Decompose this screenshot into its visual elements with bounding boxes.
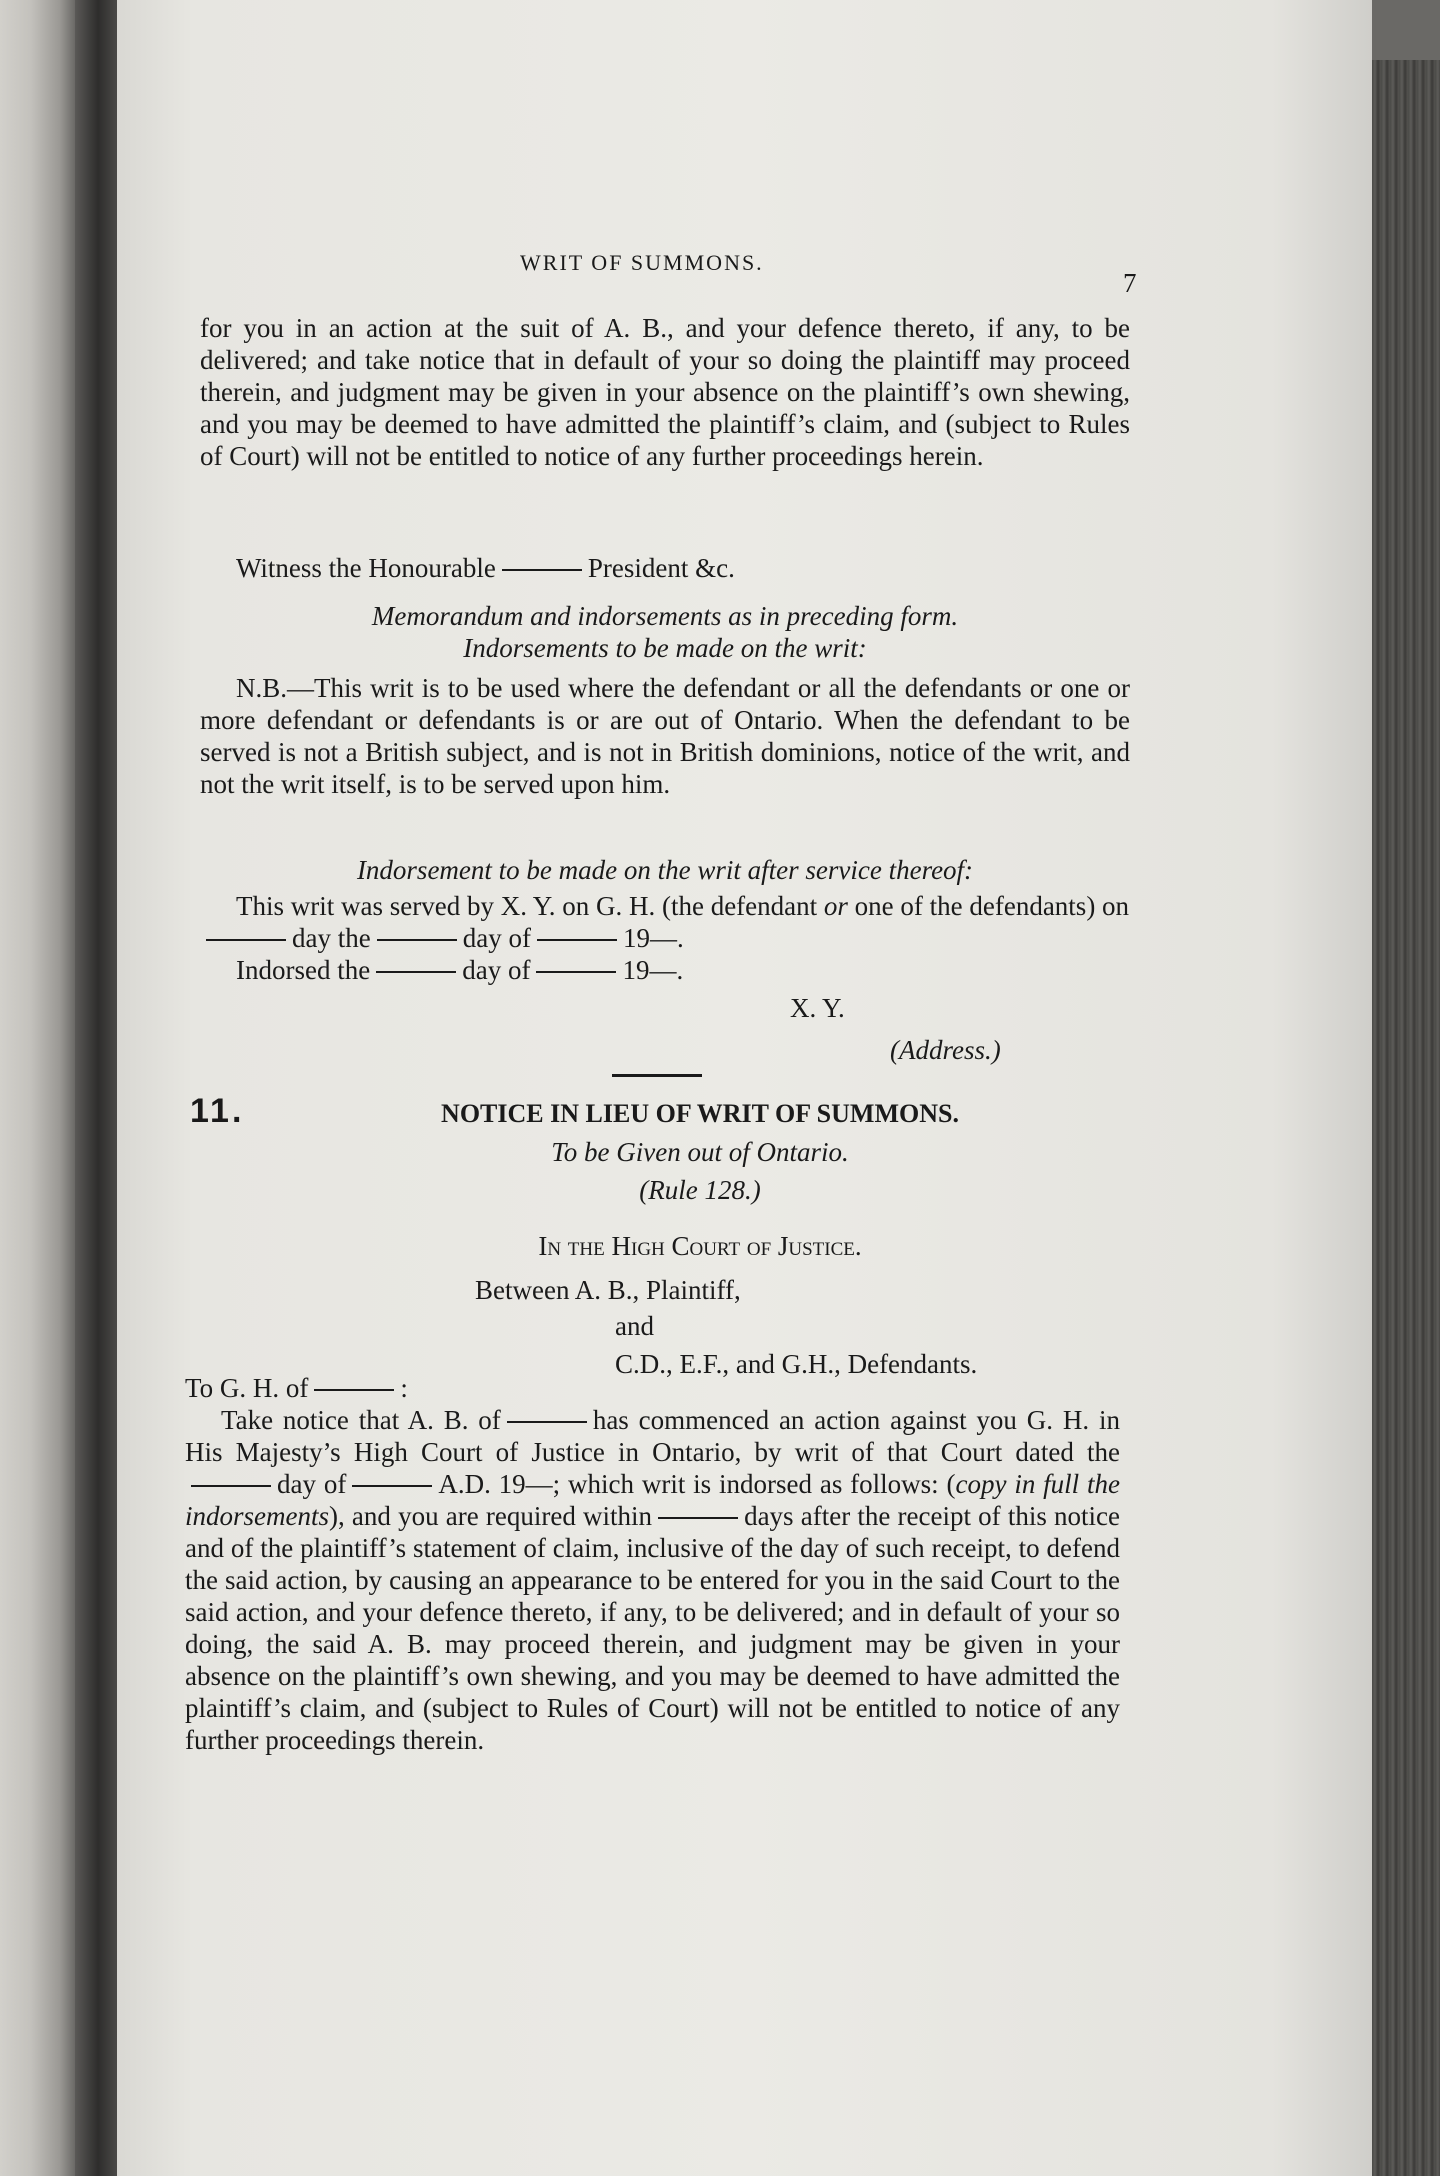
notice-text-c: day of	[277, 1469, 347, 1499]
blank-line	[191, 1485, 271, 1487]
blank-line	[376, 971, 456, 973]
witness-text: Witness the Honourable	[236, 553, 496, 583]
notice-text-d: A.D. 19—; which writ is indorsed as follows: (	[438, 1469, 956, 1499]
service-text-e: 19—.	[622, 923, 684, 953]
form-subtitle: To be Given out of Ontario.	[551, 1137, 849, 1167]
blank-line	[536, 971, 616, 973]
book-binding	[75, 0, 117, 2176]
notice-text-a: Take notice that A. B. of	[221, 1405, 501, 1435]
blank-line	[502, 569, 582, 571]
nota-bene: N.B.—This writ is to be used where the defendant or all the defendants or one or more defendant or defendants is or are out of Ontario. When the defendant to be served is not a British subject, and is not in British dominions, notice of the writ, and not the writ itself, is to be served upon him.	[200, 673, 1130, 799]
notice-body	[185, 1404, 1120, 1756]
running-head: WRIT OF SUMMONS.	[520, 250, 764, 275]
form-number: 11.	[190, 1092, 245, 1130]
notice-text-g: days after the receipt of this notice and of the plaintiff’s statement of claim, inclusive of the day of such receipt, to defend the said action, by causing an appearance to be entered for you in the said Court to the said action, and your defence thereto, if any, to be delivered; and in default of your so doing, the said A. B. may proceed therein, and judgment may be given in your absence on the plaintiff’s own shewing, and you may be deemed to have admitted the plaintiff’s claim, and (subject to Rules of Court) will not be entitled to notice of any further proceedings therein.	[185, 1501, 1120, 1755]
section-rule	[612, 1074, 702, 1077]
service-statement	[200, 890, 1130, 954]
notice-text-e: copy in full the indorsements	[185, 1469, 1120, 1531]
service-text-b: one of the defendants) on	[854, 891, 1130, 921]
addressee-colon: :	[400, 1373, 408, 1403]
blank-line	[658, 1517, 738, 1519]
notice-text-f: ), and you are required within	[329, 1501, 653, 1531]
service-text-d: day of	[462, 923, 531, 953]
witness-line	[200, 552, 1130, 584]
writ-continuation: for you in an action at the suit of A. B., and your defence thereto, if any, to be delivered; and take notice that in default of your so doing the plaintiff may proceed therein, and judgment may be given in your absence on the plaintiff’s own shewing, and you may be deemed to have admitted the plaintiff’s claim, and (subject to Rules of Court) will not be entitled to notice of any further proceedings herein.	[200, 313, 1130, 471]
indorsed-text-a: Indorsed the	[236, 955, 371, 985]
blank-line	[377, 939, 457, 941]
service-text-c: day the	[292, 923, 371, 953]
parties-defendants: C.D., E.F., and G.H., Defendants.	[615, 1349, 978, 1379]
addressee-text: To G. H. of	[185, 1373, 309, 1403]
signature: X. Y.	[790, 993, 845, 1023]
rule-reference: (Rule 128.)	[639, 1175, 761, 1205]
indorsed-line	[200, 954, 1130, 986]
blank-line	[352, 1485, 432, 1487]
parties-between: Between A. B., Plaintiff,	[475, 1275, 741, 1305]
page-stack-edge	[1372, 60, 1440, 2176]
memorandum-heading: Memorandum and indorsements as in preceding form.	[371, 601, 959, 631]
indorsed-text-c: 19—.	[622, 955, 684, 985]
after-service-heading: Indorsement to be made on the writ after service thereof:	[356, 855, 974, 885]
addressee-line	[185, 1372, 1115, 1404]
blank-line	[507, 1421, 587, 1423]
blank-line	[537, 939, 617, 941]
page-number: 7	[1123, 268, 1137, 298]
parties-and: and	[615, 1311, 654, 1341]
witness-title: President &c.	[587, 553, 735, 583]
background-corner	[1372, 0, 1440, 60]
court-name: In the High Court of Justice.	[538, 1231, 862, 1261]
blank-line	[206, 939, 286, 941]
service-text-a: This writ was served by X. Y. on G. H. (the defendant	[236, 891, 818, 921]
address-line: (Address.)	[890, 1035, 1001, 1065]
service-or: or	[823, 891, 848, 921]
indorsements-heading: Indorsements to be made on the writ:	[463, 633, 867, 663]
indorsed-text-b: day of	[462, 955, 531, 985]
form-title: NOTICE IN LIEU OF WRIT OF SUMMONS.	[441, 1099, 959, 1128]
blank-line	[314, 1389, 394, 1391]
notice-text-b: has commenced an action against you G. H. in His Majesty’s High Court of Justice in Ontario, by writ of that Court dated the	[185, 1405, 1120, 1467]
left-page-edge	[0, 0, 75, 2176]
